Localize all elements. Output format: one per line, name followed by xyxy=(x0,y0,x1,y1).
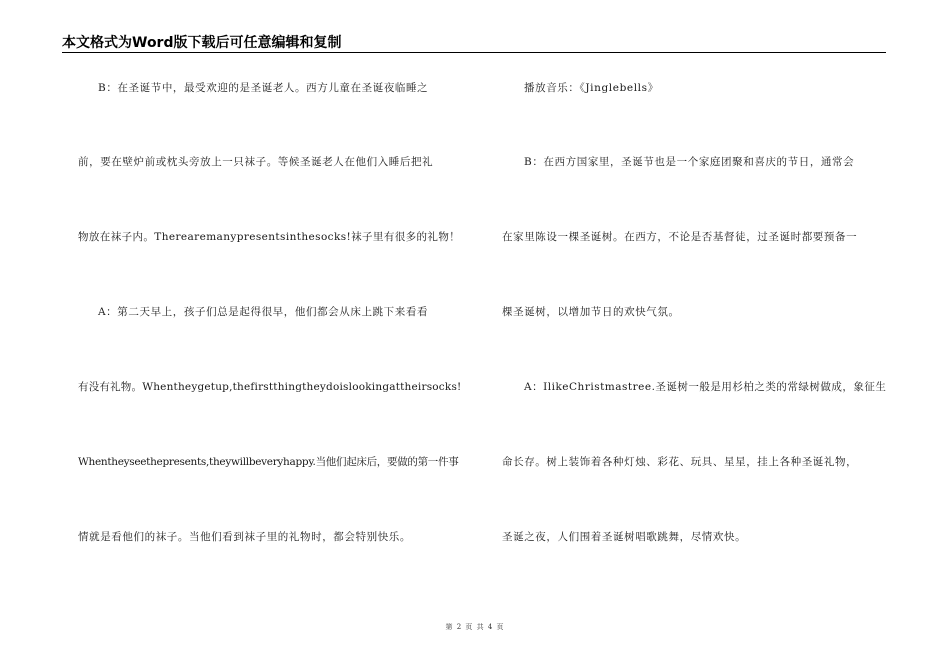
left-line-3: 物放在袜子内。Therearemanypresentsinthesocks!袜子里有很多的礼物！ xyxy=(78,231,461,243)
right-line-5: A：IlikeChristmastree.圣诞树一般是用杉柏之类的常绿树做成，象征生 xyxy=(524,381,887,393)
right-line-6: 命长存。树上装饰着各种灯烛、彩花、玩具、星星，挂上各种圣诞礼物， xyxy=(502,456,858,468)
left-line-6: Whentheyseethepresents,theywillbeveryhappy.当他们起床后，要做的第一件事 xyxy=(78,456,459,468)
left-line-2: 前，要在壁炉前或枕头旁放上一只袜子。等候圣诞老人在他们入睡后把礼 xyxy=(78,156,434,168)
left-line-7: 情就是看他们的袜子。当他们看到袜子里的礼物时，都会特别快乐。 xyxy=(78,531,411,543)
left-line-1: B：在圣诞节中，最受欢迎的是圣诞老人。西方儿童在圣诞夜临睡之 xyxy=(98,82,429,94)
right-line-2: B：在西方国家里，圣诞节也是一个家庭团聚和喜庆的节日，通常会 xyxy=(524,156,855,168)
left-line-4: A：第二天早上，孩子们总是起得很早，他们都会从床上跳下来看看 xyxy=(98,306,429,318)
right-line-3: 在家里陈设一棵圣诞树。在西方，不论是否基督徒，过圣诞时都要预备一 xyxy=(502,231,858,243)
right-line-1: 播放音乐：《Jinglebells》 xyxy=(524,82,659,94)
header-title: 本文格式为Word版下载后可任意编辑和复制 xyxy=(62,35,342,51)
right-line-4: 棵圣诞树，以增加节日的欢快气氛。 xyxy=(502,306,680,318)
right-line-7: 圣诞之夜，人们围着圣诞树唱歌跳舞，尽情欢快。 xyxy=(502,531,747,543)
left-line-5: 有没有礼物。Whentheygetup,thefirstthingtheydoislookingattheirsocks! xyxy=(78,381,462,393)
page-header xyxy=(62,31,886,53)
page-number: 第 2 页 共 4 页 xyxy=(445,623,505,631)
